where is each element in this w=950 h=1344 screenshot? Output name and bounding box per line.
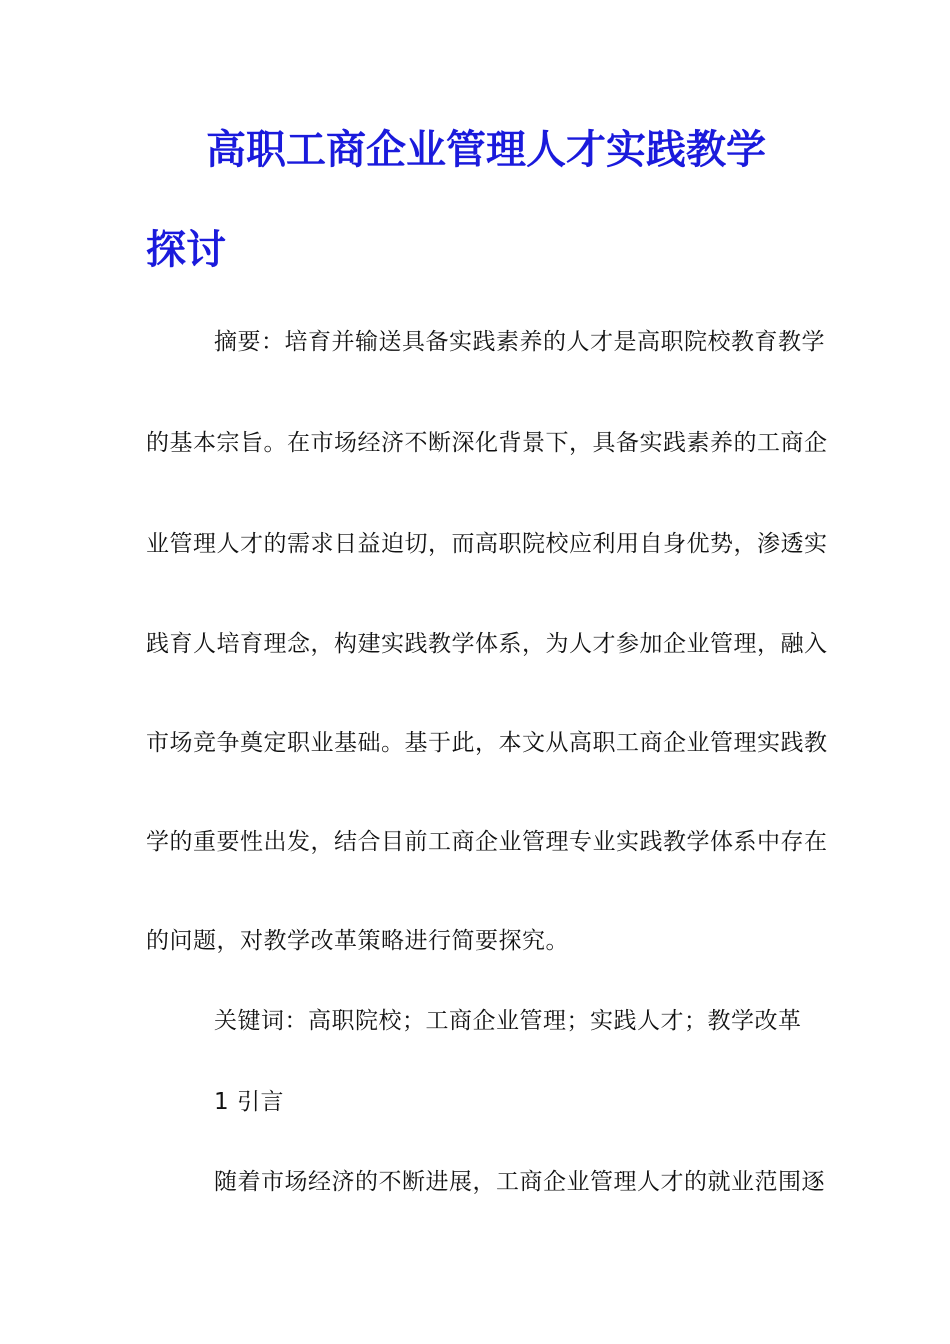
abstract-line: 业管理人才的需求日益迫切，而高职院校应利用自身优势，渗透实: [146, 531, 828, 557]
abstract-line: 摘要：培育并输送具备实践素养的人才是高职院校教育教学: [214, 329, 825, 355]
keywords-line: 关键词：高职院校；工商企业管理；实践人才；教学改革: [214, 1008, 802, 1034]
abstract-line: 践育人培育理念，构建实践教学体系，为人才参加企业管理，融入: [146, 631, 828, 657]
body-paragraph-line: 随着市场经济的不断进展，工商企业管理人才的就业范围逐: [214, 1169, 825, 1195]
abstract-line: 的问题，对教学改革策略进行简要探究。: [146, 928, 569, 954]
section-heading: 1 引言: [214, 1089, 284, 1115]
abstract-line: 的基本宗旨。在市场经济不断深化背景下，具备实践素养的工商企: [146, 430, 828, 456]
document-title-line-1: 高职工商企业管理人才实践教学: [206, 126, 766, 173]
document-title-line-2: 探讨: [146, 226, 226, 273]
abstract-line: 市场竞争奠定职业基础。基于此，本文从高职工商企业管理实践教: [146, 730, 828, 756]
abstract-line: 学的重要性出发，结合目前工商企业管理专业实践教学体系中存在: [146, 829, 828, 855]
